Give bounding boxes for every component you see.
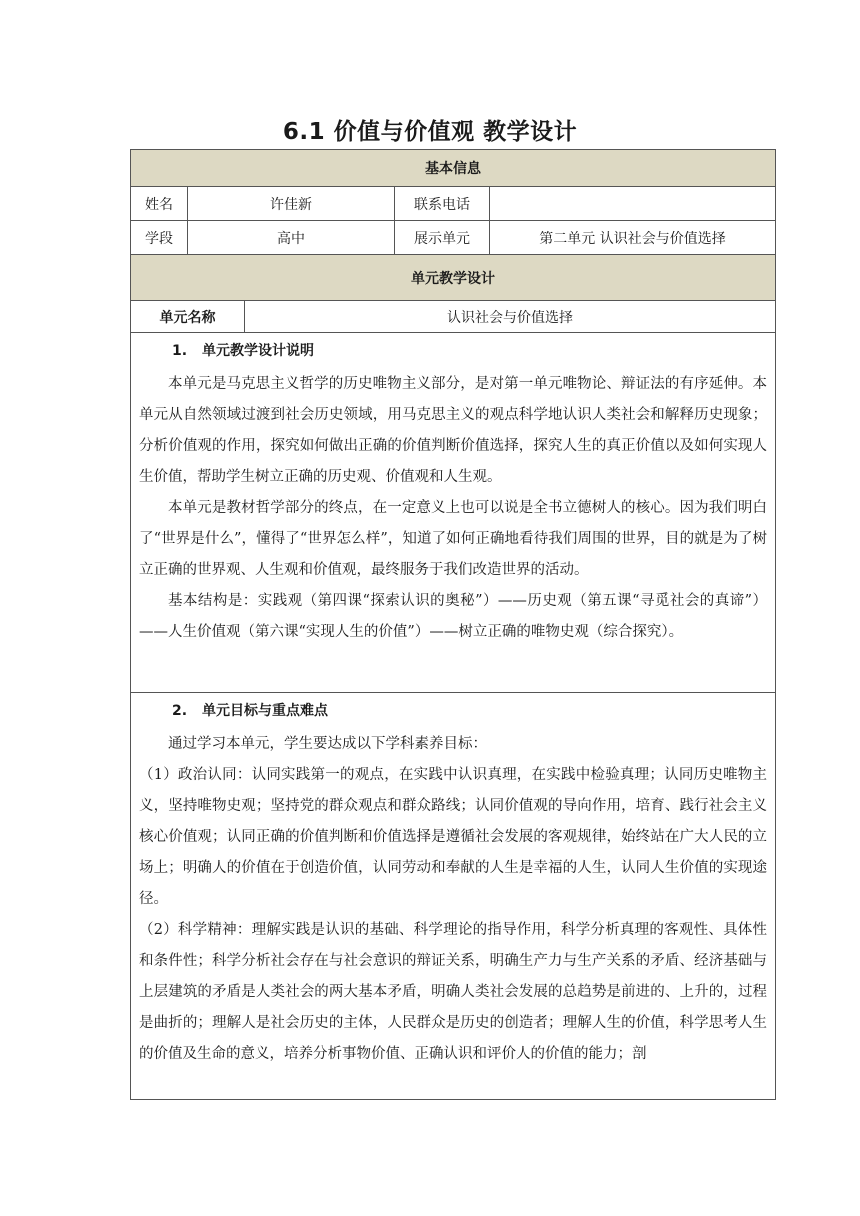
section2-heading	[139, 693, 767, 729]
section2-item-political: （1）政治认同：认同实践第一的观点，在实践中认识真理，在实践中检验真理；认同历史唯物主义，坚持唯物史观；坚持党的群众观点和群众路线；认同价值观的导向作用，培育、践行社会主义核心价值观；认同正确的价值判断和价值选择是遵循社会发展的客观规律，始终站在广大人民的立场上；明确人的价值在于创造价值，认同劳动和奉献的人生是幸福的人生，认同人生价值的实现途径。	[139, 767, 768, 907]
section1-number: 1.	[172, 343, 188, 359]
phone-value	[490, 187, 776, 221]
section1-title: 单元教学设计说明	[202, 343, 314, 359]
section2-cell	[131, 693, 776, 1100]
name-value: 许佳新	[188, 187, 395, 221]
name-label: 姓名	[131, 187, 188, 221]
unit-name-label: 单元名称	[131, 301, 245, 333]
section2-intro: 通过学习本单元，学生要达成以下学科素养目标：	[168, 736, 487, 752]
stage-label: 学段	[131, 221, 188, 255]
section2-title: 单元目标与重点难点	[202, 703, 328, 719]
section2-row	[131, 693, 776, 1100]
section1-row	[131, 333, 776, 693]
unit-shown-label: 展示单元	[395, 221, 490, 255]
basic-info-header-row	[131, 150, 776, 187]
unit-name-row	[131, 301, 776, 333]
section1-paragraph: 基本结构是：实践观（第四课“探索认识的奥秘”）——历史观（第五课“寻觅社会的真谛”）——人生价值观（第六课“实现人生的价值”）——树立正确的唯物史观（综合探究）。	[139, 593, 768, 640]
info-row-stage	[131, 221, 776, 255]
section1-paragraph: 本单元是教材哲学部分的终点，在一定意义上也可以说是全书立德树人的核心。因为我们明白了“世界是什么”，懂得了“世界怎么样”，知道了如何正确地看待我们周围的世界，目的就是为了树立正确的世界观、人生观和价值观，最终服务于我们改造世界的活动。	[139, 500, 768, 578]
section1-cell	[131, 333, 776, 693]
unit-name-value: 认识社会与价值选择	[245, 301, 776, 333]
section1-heading	[139, 333, 767, 369]
stage-value: 高中	[188, 221, 395, 255]
basic-info-header: 基本信息	[131, 150, 776, 187]
section2-number: 2.	[172, 703, 188, 719]
section2-item-science: （2）科学精神：理解实践是认识的基础、科学理论的指导作用，科学分析真理的客观性、具体性和条件性；科学分析社会存在与社会意识的辩证关系，明确生产力与生产关系的矛盾、经济基础与上层建筑的矛盾是人类社会的两大基本矛盾，明确人类社会发展的总趋势是前进的、上升的，过程是曲折的；理解人是社会历史的主体，人民群众是历史的创造者；理解人生的价值，科学思考人生的价值及生命的意义，培养分析事物价值、正确认识和评价人的价值的能力；剖	[139, 922, 768, 1062]
unit-shown-value: 第二单元 认识社会与价值选择	[490, 221, 776, 255]
phone-label: 联系电话	[395, 187, 490, 221]
document-title: 6.1 价值与价值观 教学设计	[282, 119, 578, 145]
unit-design-header: 单元教学设计	[131, 255, 776, 301]
section1-paragraph: 本单元是马克思主义哲学的历史唯物主义部分，是对第一单元唯物论、辩证法的有序延伸。本单元从自然领域过渡到社会历史领域，用马克思主义的观点科学地认识人类社会和解释历史现象；分析价值观的作用，探究如何做出正确的价值判断价值选择，探究人生的真正价值以及如何实现人生价值，帮助学生树立正确的历史观、价值观和人生观。	[139, 376, 768, 485]
lesson-plan-table	[130, 149, 776, 1100]
info-row-name	[131, 187, 776, 221]
unit-design-header-row	[131, 255, 776, 301]
